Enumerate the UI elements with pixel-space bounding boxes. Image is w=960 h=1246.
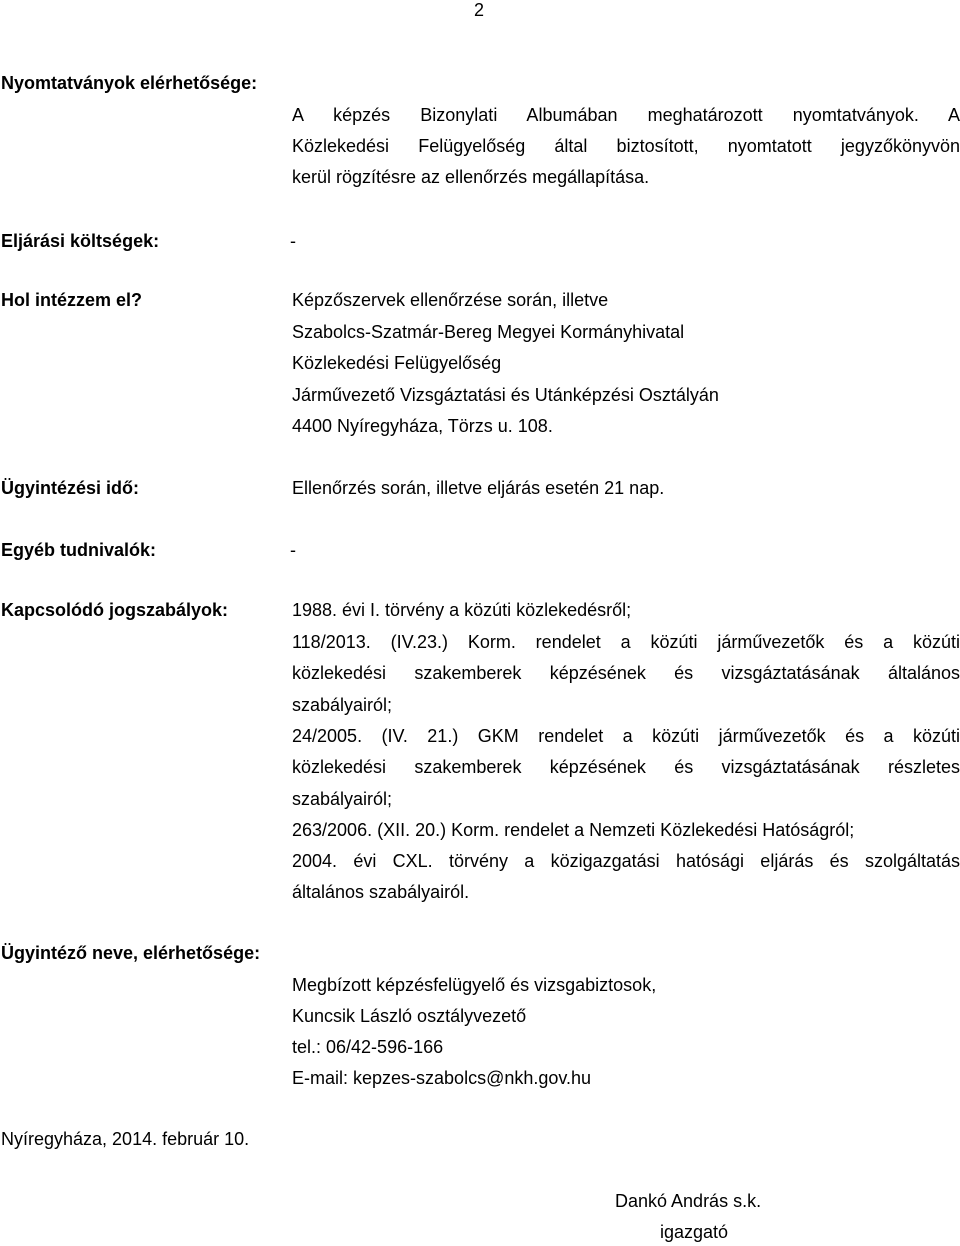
contact-label: Ügyintéző neve, elérhetősége:	[1, 943, 261, 963]
laws-line-6: közlekedési szakemberek képzésének és vizsgáztatásának részletes	[292, 757, 960, 777]
laws-line-4: szabályairól;	[292, 695, 393, 715]
laws-line-5: 24/2005. (IV. 21.) GKM rendelet a közúti járművezetők és a közúti	[292, 726, 960, 746]
processing-time-value: Ellenőrzés során, illetve eljárás esetén 21 nap.	[292, 478, 665, 498]
costs-value: -	[290, 231, 296, 251]
where-line-2: Szabolcs-Szatmár-Bereg Megyei Kormányhivatal	[292, 322, 685, 342]
place-date: Nyíregyháza, 2014. február 10.	[1, 1129, 250, 1149]
forms-line-1: A képzés Bizonylati Albumában meghatározott nyomtatványok. A	[292, 105, 960, 125]
where-line-1: Képzőszervek ellenőrzése során, illetve	[292, 290, 609, 310]
laws-line-2: 118/2013. (IV.23.) Korm. rendelet a közúti járművezetők és a közúti	[292, 632, 960, 652]
signature-title: igazgató	[660, 1222, 729, 1242]
other-label: Egyéb tudnivalók:	[1, 540, 157, 560]
other-value: -	[290, 540, 296, 560]
forms-line-3: kerül rögzítésre az ellenőrzés megállapítása.	[292, 167, 650, 187]
laws-line-1: 1988. évi I. törvény a közúti közlekedésről;	[292, 600, 632, 620]
forms-line-2: Közlekedési Felügyelőség által biztosított, nyomtatott jegyzőkönyvön	[292, 136, 960, 156]
signature-name: Dankó András s.k.	[615, 1191, 762, 1211]
contact-line-1: Megbízott képzésfelügyelő és vizsgabiztosok,	[292, 975, 657, 995]
where-label: Hol intézzem el?	[1, 290, 143, 310]
where-line-4: Járművezető Vizsgáztatási és Utánképzési Osztályán	[292, 385, 719, 405]
costs-label: Eljárási költségek:	[1, 231, 160, 251]
laws-label: Kapcsolódó jogszabályok:	[1, 600, 229, 620]
where-line-3: Közlekedési Felügyelőség	[292, 353, 502, 373]
forms-label: Nyomtatványok elérhetősége:	[1, 73, 258, 93]
where-line-5: 4400 Nyíregyháza, Törzs u. 108.	[292, 416, 553, 436]
laws-line-10: általános szabályairól.	[292, 882, 470, 902]
contact-email: E-mail: kepzes-szabolcs@nkh.gov.hu	[292, 1068, 592, 1088]
laws-line-3: közlekedési szakemberek képzésének és vizsgáztatásának általános	[292, 663, 960, 683]
contact-phone: tel.: 06/42-596-166	[292, 1037, 444, 1057]
laws-line-9: 2004. évi CXL. törvény a közigazgatási hatósági eljárás és szolgáltatás	[292, 851, 960, 871]
contact-line-2: Kuncsik László osztályvezető	[292, 1006, 527, 1026]
laws-line-7: szabályairól;	[292, 789, 393, 809]
processing-time-label: Ügyintézési idő:	[1, 478, 140, 498]
page-number: 2	[474, 0, 485, 20]
laws-line-8: 263/2006. (XII. 20.) Korm. rendelet a Nemzeti Közlekedési Hatóságról;	[292, 820, 855, 840]
